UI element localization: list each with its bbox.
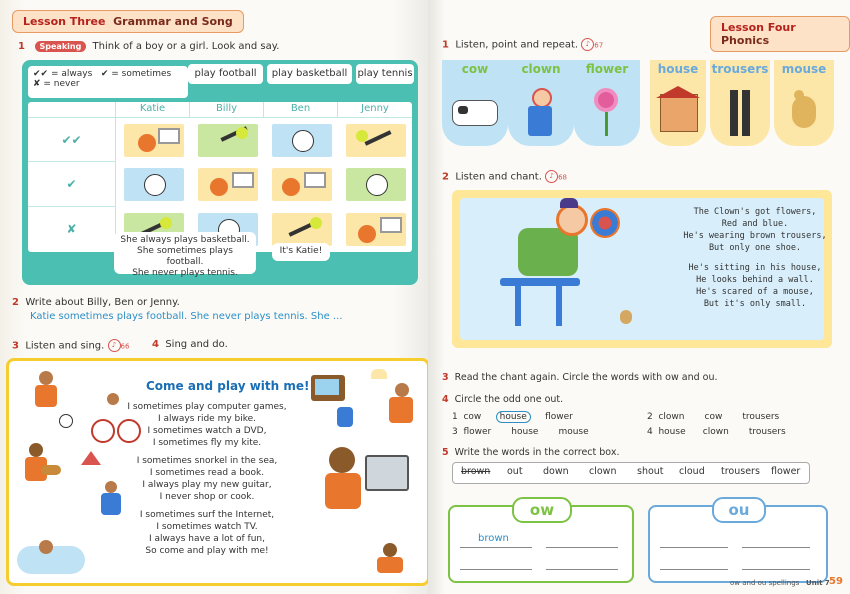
tennis-picture: [272, 213, 332, 246]
phonics-exercise-1-instruction: 1 Listen, point and repeat. ♪ 67: [442, 39, 604, 51]
column-name: Ben: [264, 102, 338, 118]
odd-one-out-row: 4 house clown trousers: [647, 427, 786, 437]
football-picture: [124, 168, 184, 201]
frequency-legend: ✔✔ = always ✔ = sometimes ✘ = never: [28, 66, 188, 98]
mouse-icon: [620, 310, 632, 324]
answer-line[interactable]: [546, 569, 618, 570]
example-answer: brown: [478, 533, 509, 544]
answer-line[interactable]: [660, 547, 728, 548]
kite-illustration: [79, 451, 129, 521]
football-picture: [346, 168, 406, 201]
speaking-badge: Speaking: [35, 41, 87, 52]
frequency-never: ✘: [28, 207, 116, 252]
basketball-picture: [124, 124, 184, 157]
answer-line[interactable]: [460, 569, 532, 570]
word-bank-item[interactable]: brown: [461, 466, 491, 477]
mouse-icon: [792, 96, 816, 128]
column-name: Jenny: [338, 102, 412, 118]
lesson-title: Lesson Four: [721, 21, 796, 34]
stool-icon: [500, 278, 580, 286]
word-bank-item[interactable]: down: [543, 466, 569, 477]
phonics-exercise-2-instruction: 2 Listen and chant. ♪ 68: [442, 171, 567, 183]
page-number: 59: [829, 576, 843, 587]
song-title: Come and play with me!: [146, 379, 310, 393]
song-box: [6, 358, 428, 586]
lesson-subtitle: Phonics: [721, 34, 770, 47]
word-bank-item[interactable]: trousers: [721, 466, 760, 477]
phonics-exercise-3-instruction: 3 Read the chant again. Circle the words with ow and ou.: [442, 372, 718, 383]
tennis-picture: [346, 124, 406, 157]
word-bank-item[interactable]: cloud: [679, 466, 705, 477]
phonics-card: house: [650, 60, 706, 146]
odd-one-out-row: 1 cow house flower: [452, 412, 573, 422]
answer-line[interactable]: [742, 569, 810, 570]
word-bank: [452, 462, 810, 484]
phonics-card: trousers: [710, 60, 770, 146]
ou-picture-cards: [650, 60, 850, 146]
song-verse-2: I sometimes snorkel in the sea, I sometimes read a book. I always play my new guitar, I never shop or cook.: [136, 456, 278, 502]
basketball-picture: [198, 168, 258, 201]
football-picture: [272, 124, 332, 157]
frequency-table-panel: [22, 60, 418, 285]
column-name: Billy: [190, 102, 264, 118]
cd-icon[interactable]: ♪: [545, 170, 558, 183]
song-verse-1: I sometimes play computer games, I always ride my bike. I sometimes watch a DVD, I sometimes fly my kite.: [127, 402, 287, 448]
exercise-4-instruction: 4 Sing and do.: [152, 339, 228, 350]
answer-line[interactable]: [742, 547, 810, 548]
answer-bubble: It's Katie!: [272, 243, 330, 261]
tv-boy-illustration: [369, 541, 419, 577]
word-bank-item[interactable]: flower: [771, 466, 801, 477]
exercise-2-example: Katie sometimes plays football. She never plays tennis. She ...: [30, 311, 343, 322]
exercise-3-instruction: 3 Listen and sing. ♪ 66: [12, 340, 130, 352]
lesson-four-tab: [710, 16, 850, 52]
song-verse-3: I sometimes surf the Internet, I sometimes watch TV. I always have a lot of fun, So come and play with me!: [139, 510, 275, 556]
flower-icon: [594, 88, 618, 112]
guitar-boy-illustration: [15, 441, 75, 496]
snorkel-illustration: [17, 526, 87, 576]
frequency-always: ✔✔: [28, 118, 116, 162]
lesson-title: Lesson Three: [23, 15, 106, 28]
word-bank-item[interactable]: shout: [637, 466, 664, 477]
activity-label: play football: [188, 64, 263, 84]
answer-line[interactable]: [546, 547, 618, 548]
page-footer: ow and ou spellings Unit 7: [730, 579, 830, 587]
internet-boy-illustration: [325, 441, 417, 521]
circled-answer[interactable]: house: [496, 411, 531, 423]
house-icon: [660, 94, 698, 132]
trousers-icon: [730, 90, 738, 136]
frequency-sometimes: ✔: [28, 162, 116, 207]
clown-head-icon: [556, 204, 588, 236]
basketball-picture: [346, 213, 406, 246]
phonics-card: clown: [508, 60, 574, 146]
lesson-three-tab: [12, 10, 244, 33]
odd-one-out-row: 2 clown cow trousers: [647, 412, 780, 422]
column-name: Katie: [116, 102, 190, 118]
cd-icon[interactable]: ♪: [581, 38, 594, 51]
word-bank-item[interactable]: clown: [589, 466, 617, 477]
ow-label: ow: [512, 497, 572, 523]
phonics-card: flower: [574, 60, 640, 146]
phonics-exercise-5-instruction: 5 Write the words in the correct box.: [442, 447, 620, 458]
answer-line[interactable]: [660, 569, 728, 570]
clown-icon: [532, 88, 552, 108]
chant-verse-2: He's sitting in his house, He looks behind a wall. He's scared of a mouse, But it's only small.: [688, 263, 822, 309]
activity-label: play basketball: [267, 64, 352, 84]
frequency-grid: [28, 102, 412, 252]
phonics-exercise-4-instruction: 4 Circle the odd one out.: [442, 394, 564, 405]
chant-panel: [452, 190, 832, 348]
basketball-picture: [272, 168, 332, 201]
lesson-subtitle: Grammar and Song: [113, 15, 233, 28]
activity-label: play tennis: [356, 64, 414, 84]
answer-line[interactable]: [460, 547, 532, 548]
chant-verse-1: The Clown's got flowers, Red and blue. He's wearing brown trousers, But only one shoe.: [683, 207, 827, 253]
flower-bouquet-icon: [590, 208, 620, 238]
computer-games-illustration: [303, 369, 363, 434]
ou-sort-box: [648, 501, 828, 583]
ow-picture-cards: [442, 60, 642, 146]
phonics-card: mouse: [774, 60, 834, 146]
exercise-1-instruction: 1 Speaking Think of a boy or a girl. Look and say.: [18, 41, 280, 52]
boy-football-illustration: [19, 369, 79, 429]
reading-boy-illustration: [367, 369, 422, 434]
exercise-2-instruction: 2 Write about Billy, Ben or Jenny.: [12, 297, 180, 308]
ou-label: ou: [712, 497, 766, 523]
ow-sort-box: [448, 501, 634, 583]
speech-bubble: She always plays basketball. She sometimes plays football. She never plays tennis.: [114, 232, 256, 274]
cd-icon[interactable]: ♪: [108, 339, 121, 352]
word-bank-item[interactable]: out: [507, 466, 523, 477]
tennis-picture: [198, 124, 258, 157]
phonics-card: cow: [442, 60, 508, 146]
odd-one-out-row: 3 flower house mouse: [452, 427, 589, 437]
